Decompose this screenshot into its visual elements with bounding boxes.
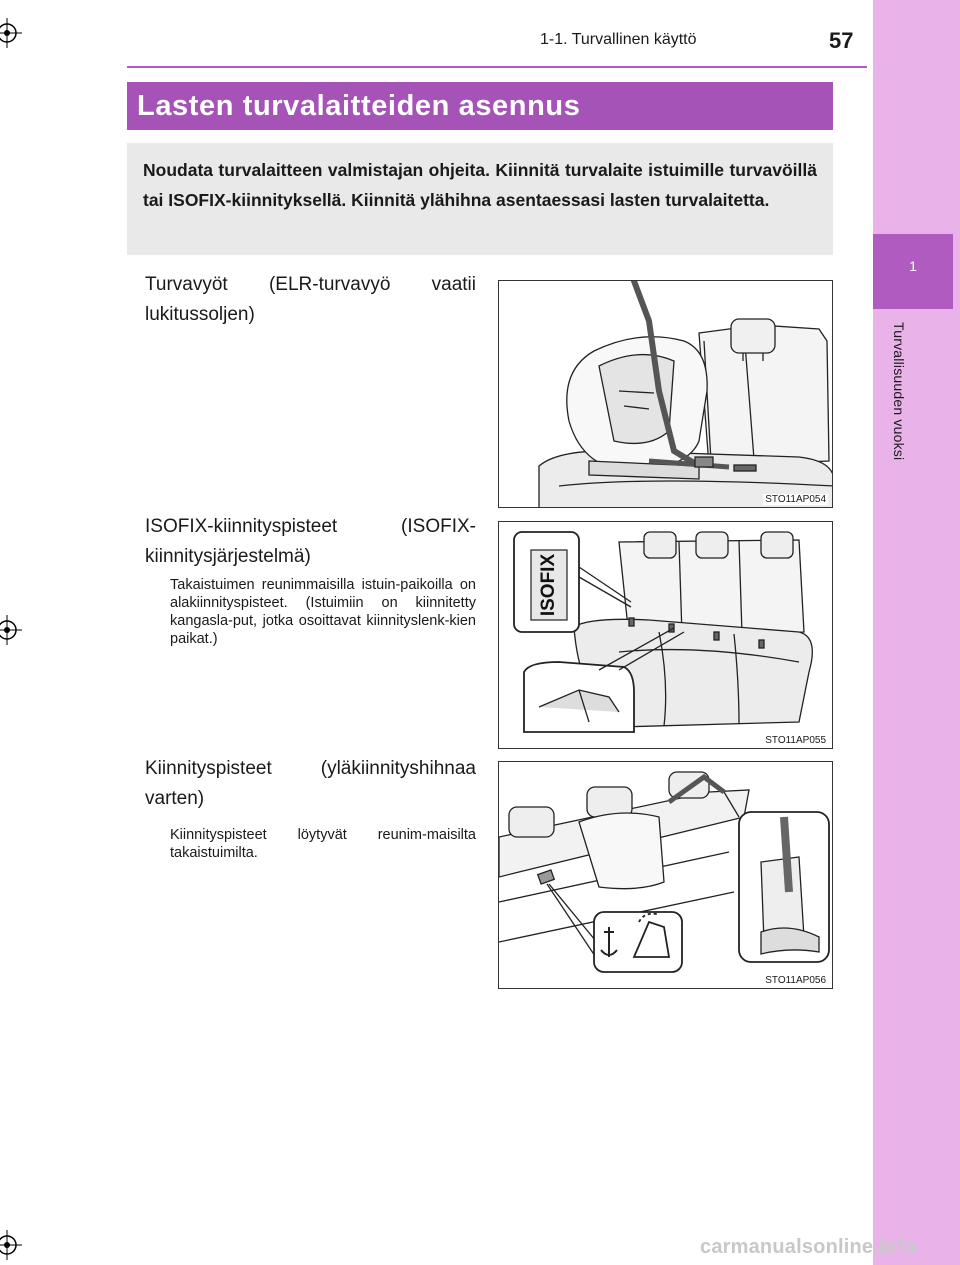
figure-top-tether: [498, 761, 833, 989]
item-top-tether-title: Kiinnityspisteet (yläkiinnityshihnaa varten): [145, 758, 476, 809]
figure-code: STO11AP056: [765, 975, 826, 986]
item-isofix-description: Takaistuimen reunimmaisilla istuin-paikoilla on alakiinnityspisteet. (Istuimiin on kiinnitetty kangasla-put, jotka osoittavat kiinnityslenk-kien paikat.): [170, 577, 476, 647]
figure-code: STO11AP055: [765, 735, 826, 746]
running-header: 1-1. Turvallinen käyttö: [540, 31, 697, 48]
section-title: Lasten turvalaitteiden asennus: [127, 82, 833, 130]
isofix-illustration: [499, 522, 833, 749]
isofix-tag: [531, 550, 567, 620]
registration-mark-top-left: [0, 18, 22, 48]
registration-mark-mid-left: [0, 615, 22, 645]
page-number: 57: [829, 28, 854, 53]
figure-isofix: [498, 521, 833, 749]
item-isofix-title: ISOFIX-kiinnityspisteet (ISOFIX-kiinnitysjärjestelmä): [145, 516, 476, 567]
figure-seatbelt: [498, 280, 833, 508]
watermark: carmanualsonline.info: [700, 1236, 917, 1258]
item-seatbelt-title: Turvavyöt (ELR-turvavyö vaatii lukitussoljen): [145, 274, 476, 325]
chapter-tab-strip: [873, 0, 960, 1265]
isofix-label: ISOFIX: [538, 553, 560, 617]
header-rule: [127, 66, 867, 68]
chapter-number: 1: [909, 258, 917, 274]
top-tether-illustration: [499, 762, 833, 989]
item-top-tether-description: Kiinnityspisteet löytyvät reunim-maisilta takaistuimilta.: [170, 827, 476, 861]
intro-box: Noudata turvalaitteen valmistajan ohjeita. Kiinnitä turvalaite istuimille turvavöillä tai ISOFIX-kiinnityksellä. Kiinnitä ylähihna asentaessasi lasten turvalaitetta.: [127, 143, 833, 255]
figure-code: STO11AP054: [765, 494, 826, 505]
chapter-label: Turvallisuuden vuoksi: [891, 322, 907, 461]
seatbelt-illustration: [499, 281, 833, 508]
registration-mark-bottom-left: [0, 1230, 22, 1260]
